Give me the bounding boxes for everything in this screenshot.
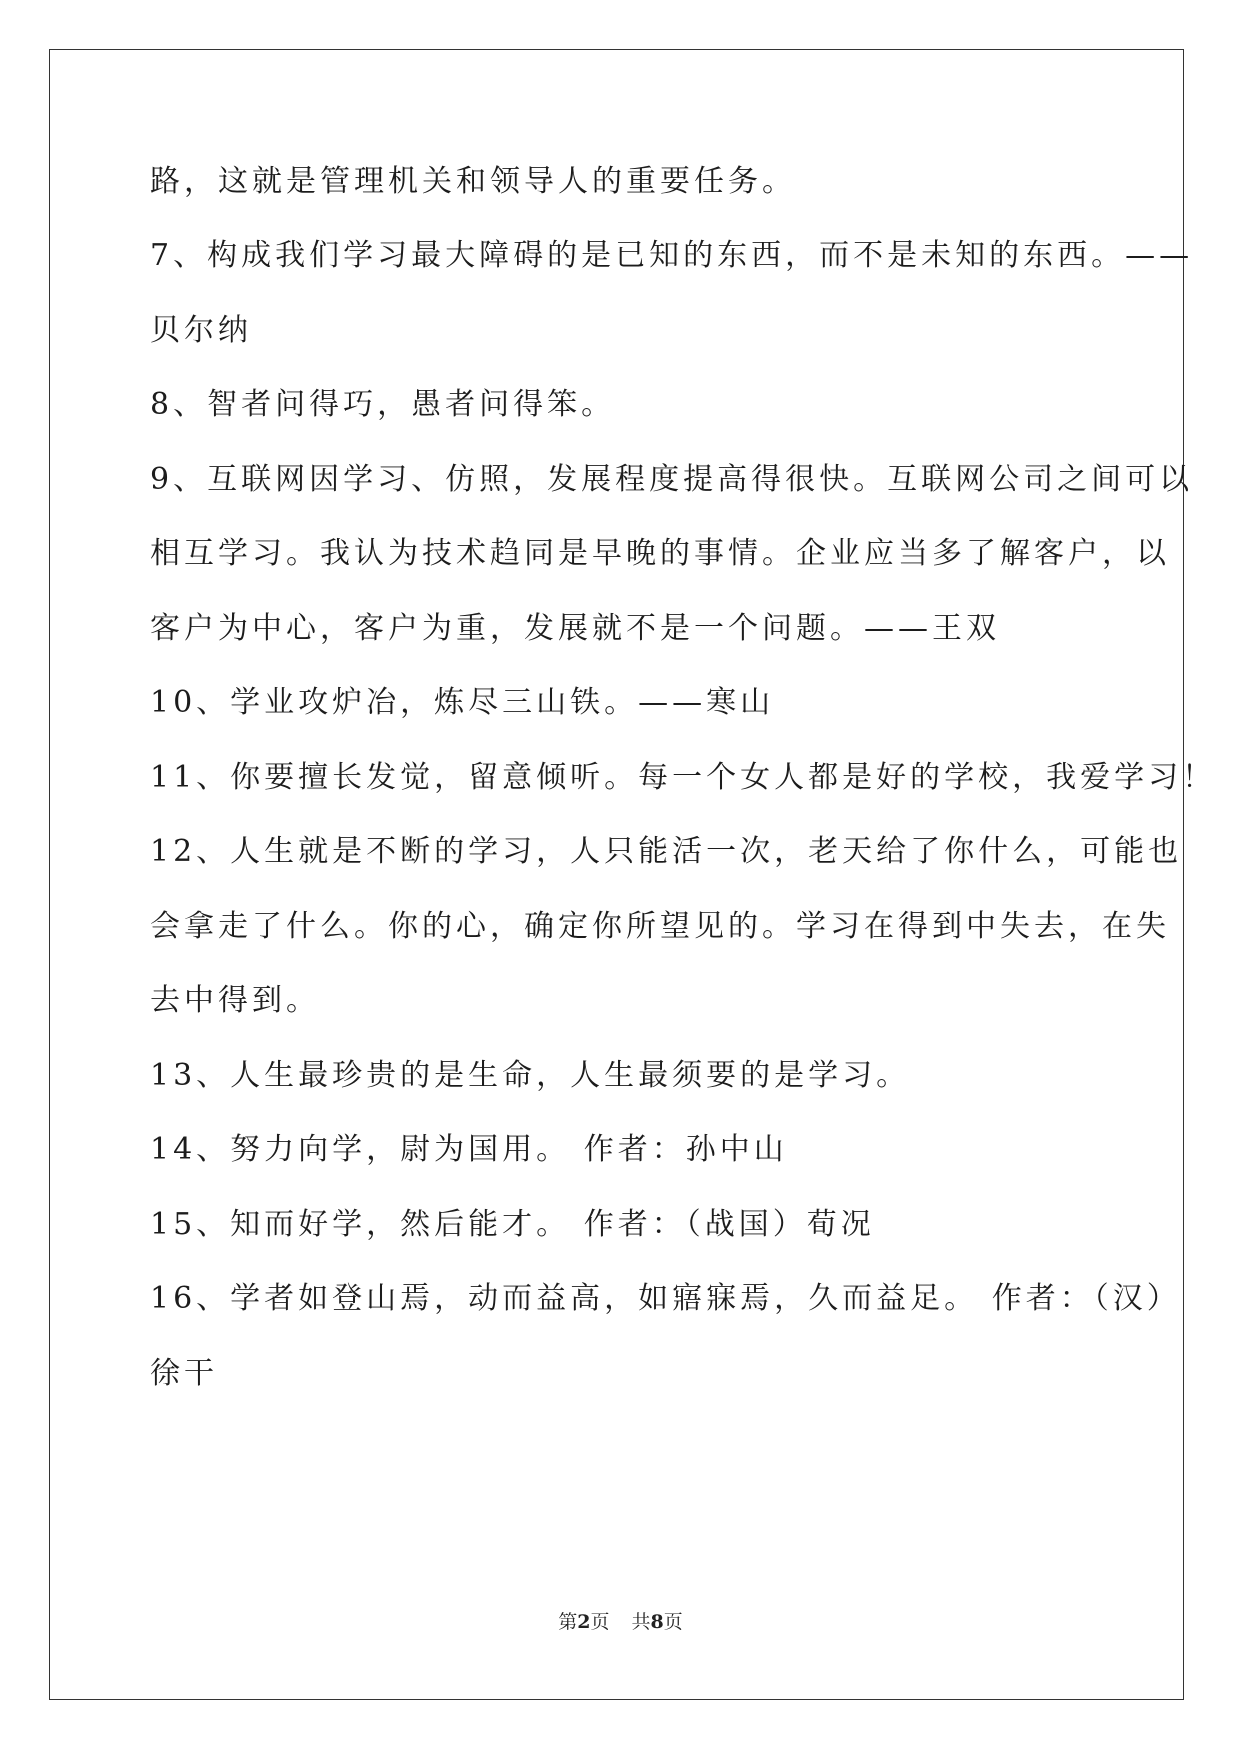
- page-footer: [0, 1610, 1241, 1634]
- text-line: 9、互联网因学习、仿照，发展程度提高得很快。互联网公司之间可以: [150, 462, 1194, 497]
- text-line: 会拿走了什么。你的心，确定你所望见的。学习在得到中失去，在失: [150, 909, 1170, 944]
- text-line: 相互学习。我认为技术趋同是早晚的事情。企业应当多了解客户，以: [150, 536, 1170, 571]
- total-pages-suffix: 页: [663, 1611, 683, 1633]
- text-line: 徐干: [150, 1356, 218, 1391]
- page-border: [49, 49, 1184, 1700]
- total-pages-prefix: 共: [631, 1611, 651, 1633]
- text-line: 14、努力向学，尉为国用。 作者：孙中山: [150, 1132, 788, 1167]
- total-page-count: 8: [650, 1611, 664, 1633]
- text-line: 8、智者问得巧，愚者问得笨。: [150, 387, 616, 422]
- text-line: 去中得到。: [150, 983, 320, 1018]
- text-line: 客户为中心，客户为重，发展就不是一个问题。——王双: [150, 611, 1000, 646]
- text-line: 10、学业攻炉冶，炼尽三山铁。——寒山: [150, 685, 775, 720]
- page-number-prefix: 第: [558, 1611, 578, 1633]
- text-line: 11、你要擅长发觉，留意倾听。每一个女人都是好的学校，我爱学习！: [150, 760, 1217, 795]
- page-number-suffix: 页: [590, 1611, 610, 1633]
- text-line: 13、人生最珍贵的是生命，人生最须要的是学习。: [150, 1058, 911, 1093]
- text-line: 路，这就是管理机关和领导人的重要任务。: [150, 164, 796, 199]
- text-line: 16、学者如登山焉，动而益高，如寤寐焉，久而益足。 作者：（汉）: [150, 1281, 1181, 1316]
- text-line: 15、知而好学，然后能才。 作者：（战国）荀况: [150, 1207, 875, 1242]
- text-line: 12、人生就是不断的学习，人只能活一次，老天给了你什么，可能也: [150, 834, 1183, 869]
- text-line: 贝尔纳: [150, 313, 252, 348]
- text-line: 7、构成我们学习最大障碍的是已知的东西，而不是未知的东西。——: [150, 238, 1194, 273]
- current-page-number: 2: [577, 1611, 591, 1633]
